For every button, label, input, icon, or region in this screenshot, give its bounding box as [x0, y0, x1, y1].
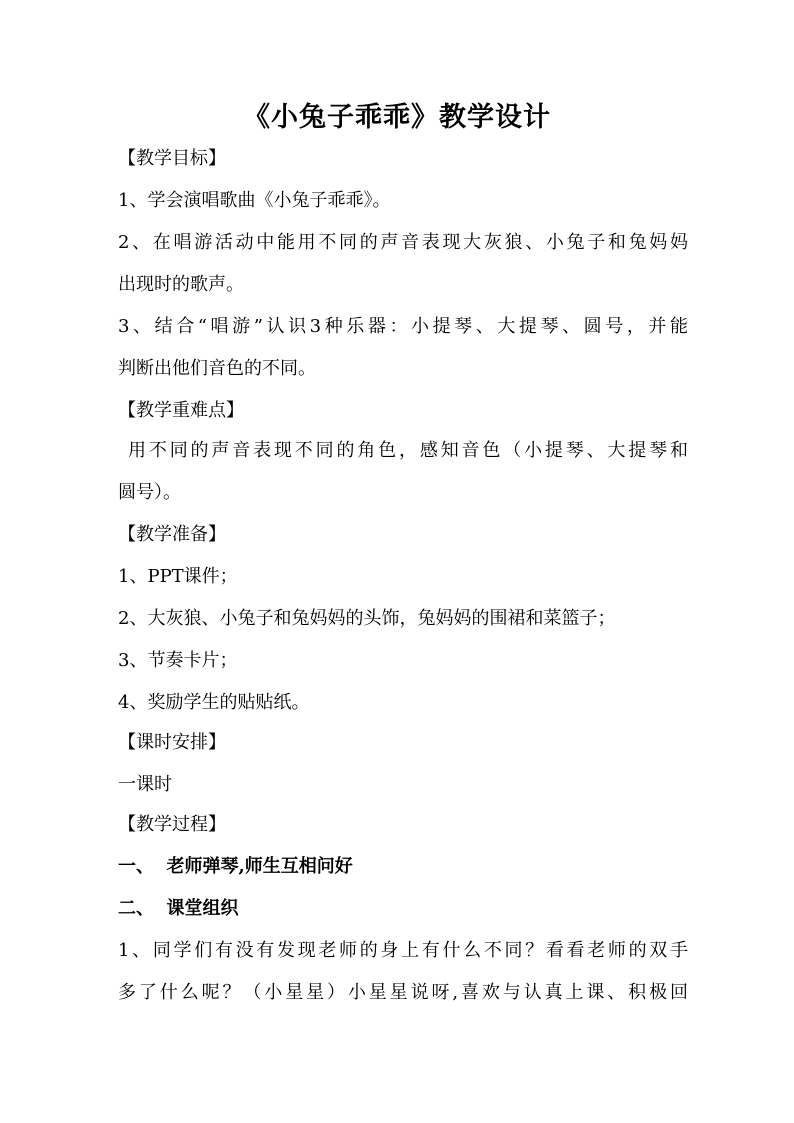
process-item-1-line-1: 1、同学们有没有发现老师的身上有什么不同？看看老师的双手 — [118, 940, 688, 961]
preparation-item-1: 1、PPT课件； — [118, 566, 238, 587]
key-points-line-1: 用不同的声音表现不同的角色，感知音色（小提琴、大提琴和 — [128, 440, 688, 461]
process-step-1: 一、 老师弹琴,师生互相问好 — [118, 856, 353, 877]
goals-item-2-line-2: 出现时的歌声。 — [118, 274, 244, 295]
preparation-item-3: 3、节奏卡片； — [118, 650, 238, 671]
preparation-heading: 【教学准备】 — [118, 524, 226, 545]
process-step-2: 二、 课堂组织 — [118, 898, 239, 919]
preparation-item-2: 2、大灰狼、小兔子和兔妈妈的头饰，兔妈妈的围裙和菜篮子； — [118, 608, 616, 629]
schedule-item-1: 一课时 — [118, 774, 172, 795]
goals-item-3-line-1: 3、结合“唱游”认识3种乐器：小提琴、大提琴、圆号，并能 — [118, 316, 688, 337]
document-title: 《小兔子乖乖》教学设计 — [243, 102, 551, 133]
schedule-heading: 【课时安排】 — [118, 732, 226, 753]
process-item-1-line-2: 多了什么呢？（小星星）小星星说呀,喜欢与认真上课、积极回 — [118, 982, 688, 1003]
key-points-line-2: 圆号）。 — [118, 482, 181, 503]
goals-heading: 【教学目标】 — [118, 148, 226, 169]
key-points-heading: 【教学重难点】 — [118, 400, 244, 421]
goals-item-3-line-2: 判断出他们音色的不同。 — [118, 358, 316, 379]
process-heading: 【教学过程】 — [118, 814, 226, 835]
goals-item-2-line-1: 2、在唱游活动中能用不同的声音表现大灰狼、小兔子和兔妈妈 — [118, 232, 688, 253]
goals-item-1: 1、学会演唱歌曲《小兔子乖乖》。 — [118, 190, 391, 211]
preparation-item-4: 4、奖励学生的贴贴纸。 — [118, 692, 310, 713]
